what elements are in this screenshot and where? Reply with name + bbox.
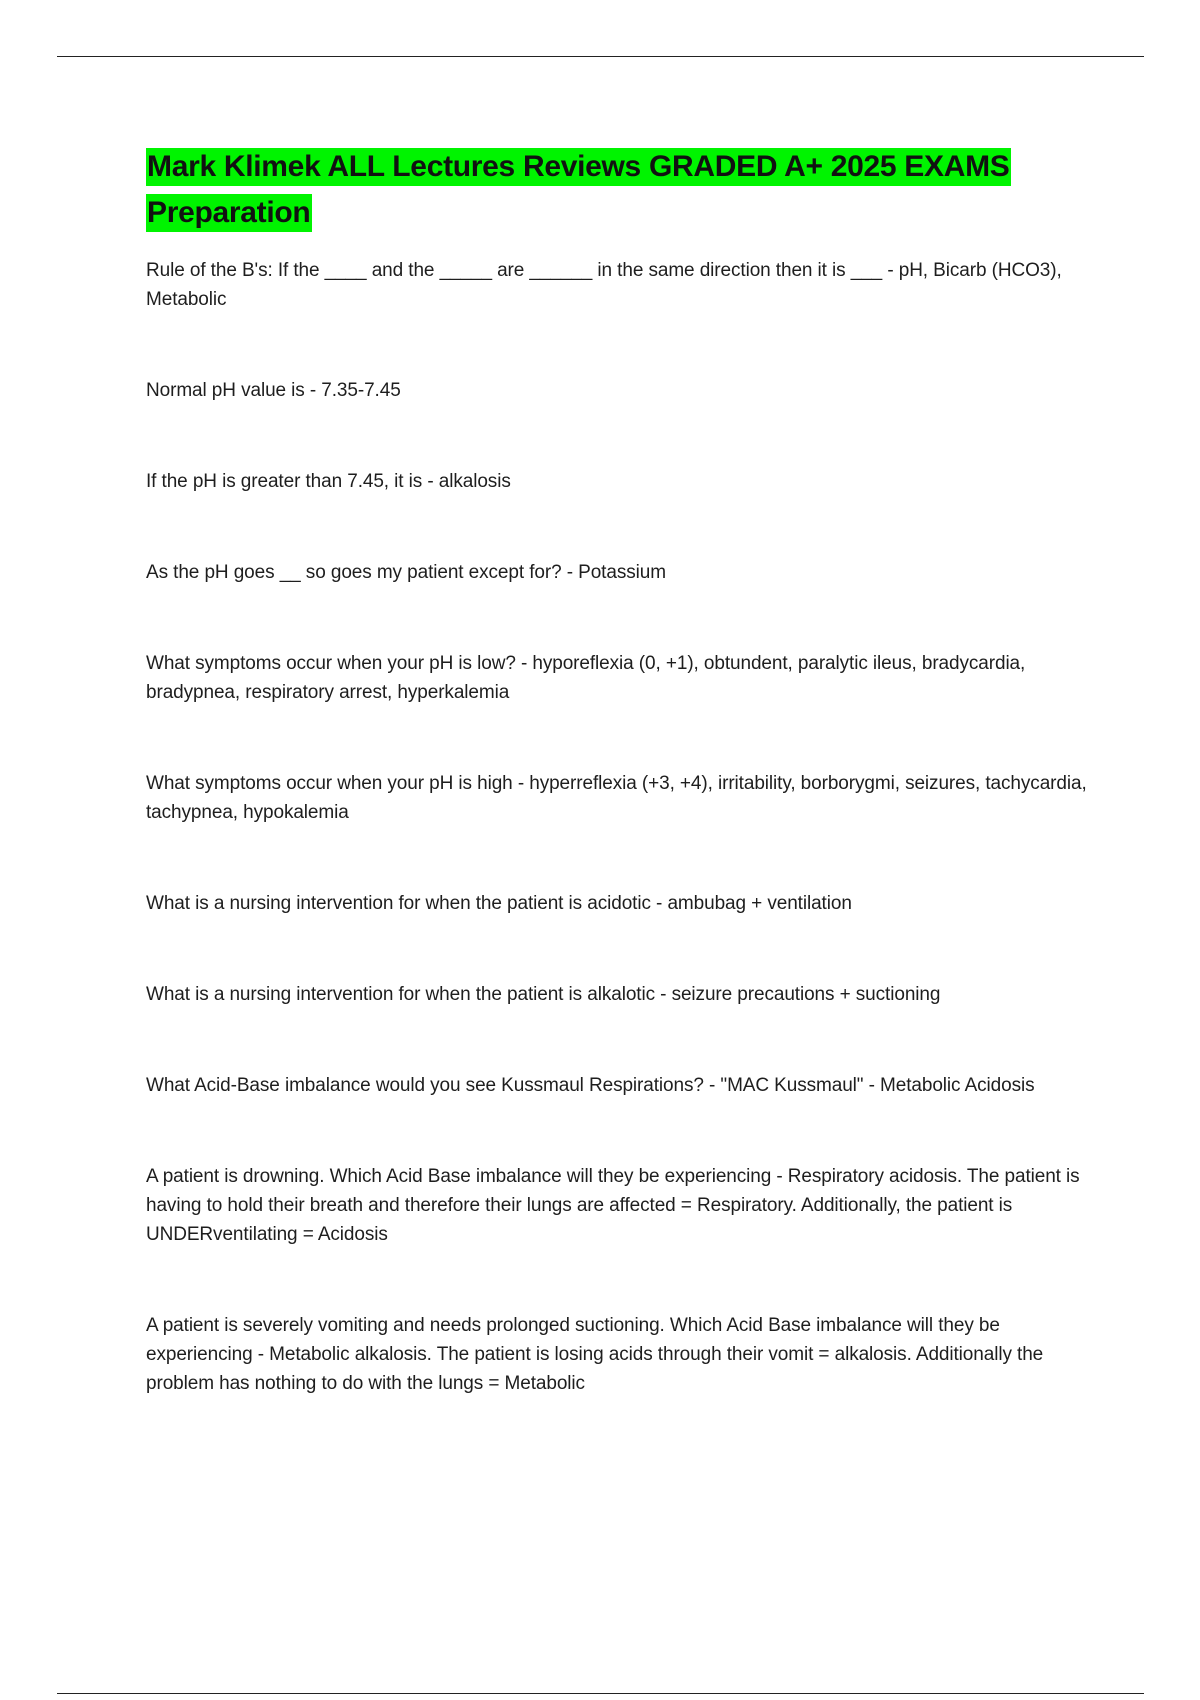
document-content	[146, 144, 1096, 1398]
qa-item-potassium: As the pH goes __ so goes my patient except for? - Potassium	[146, 562, 666, 583]
qa-item-ph-greater: If the pH is greater than 7.45, it is - alkalosis	[146, 471, 511, 492]
qa-item-acidotic-intervention: What is a nursing intervention for when the patient is acidotic - ambubag + ventilation	[146, 893, 852, 914]
header-rule	[57, 56, 1144, 57]
footer-rule	[57, 1693, 1144, 1694]
document-title	[146, 144, 1096, 236]
qa-item-normal-ph: Normal pH value is - 7.35-7.45	[146, 380, 401, 401]
qa-item-kussmaul: What Acid-Base imbalance would you see Kussmaul Respirations? - "MAC Kussmaul" - Metabolic Acidosis	[146, 1075, 1035, 1096]
qa-item-drowning: A patient is drowning. Which Acid Base imbalance will they be experiencing - Respiratory acidosis. The patient is having to hold their breath and therefore their lungs are affected = Respiratory. Additionally, the patient is UNDERventilating = Acidosis	[146, 1166, 1080, 1245]
title-highlight: Mark Klimek ALL Lectures Reviews GRADED A+ 2025 EXAMS Preparation	[146, 148, 1011, 232]
qa-item-high-ph-symptoms: What symptoms occur when your pH is high - hyperreflexia (+3, +4), irritability, borborygmi, seizures, tachycardia, tachypnea, hypokalemia	[146, 773, 1087, 823]
qa-item-low-ph-symptoms: What symptoms occur when your pH is low? - hyporeflexia (0, +1), obtundent, paralytic ileus, bradycardia, bradypnea, respiratory arrest, hyperkalemia	[146, 653, 1026, 703]
qa-item-vomiting: A patient is severely vomiting and needs prolonged suctioning. Which Acid Base imbalance will they be experiencing - Metabolic alkalosis. The patient is losing acids through their vomit = alkalosis. Additionally the problem has nothing to do with the lungs = Metabolic	[146, 1315, 1044, 1394]
qa-item-rule-of-bs: Rule of the B's: If the ____ and the _____ are ______ in the same direction then it is ___ - pH, Bicarb (HCO3), Metabolic	[146, 260, 1062, 310]
qa-item-alkalotic-intervention: What is a nursing intervention for when the patient is alkalotic - seizure precautions + suctioning	[146, 984, 941, 1005]
